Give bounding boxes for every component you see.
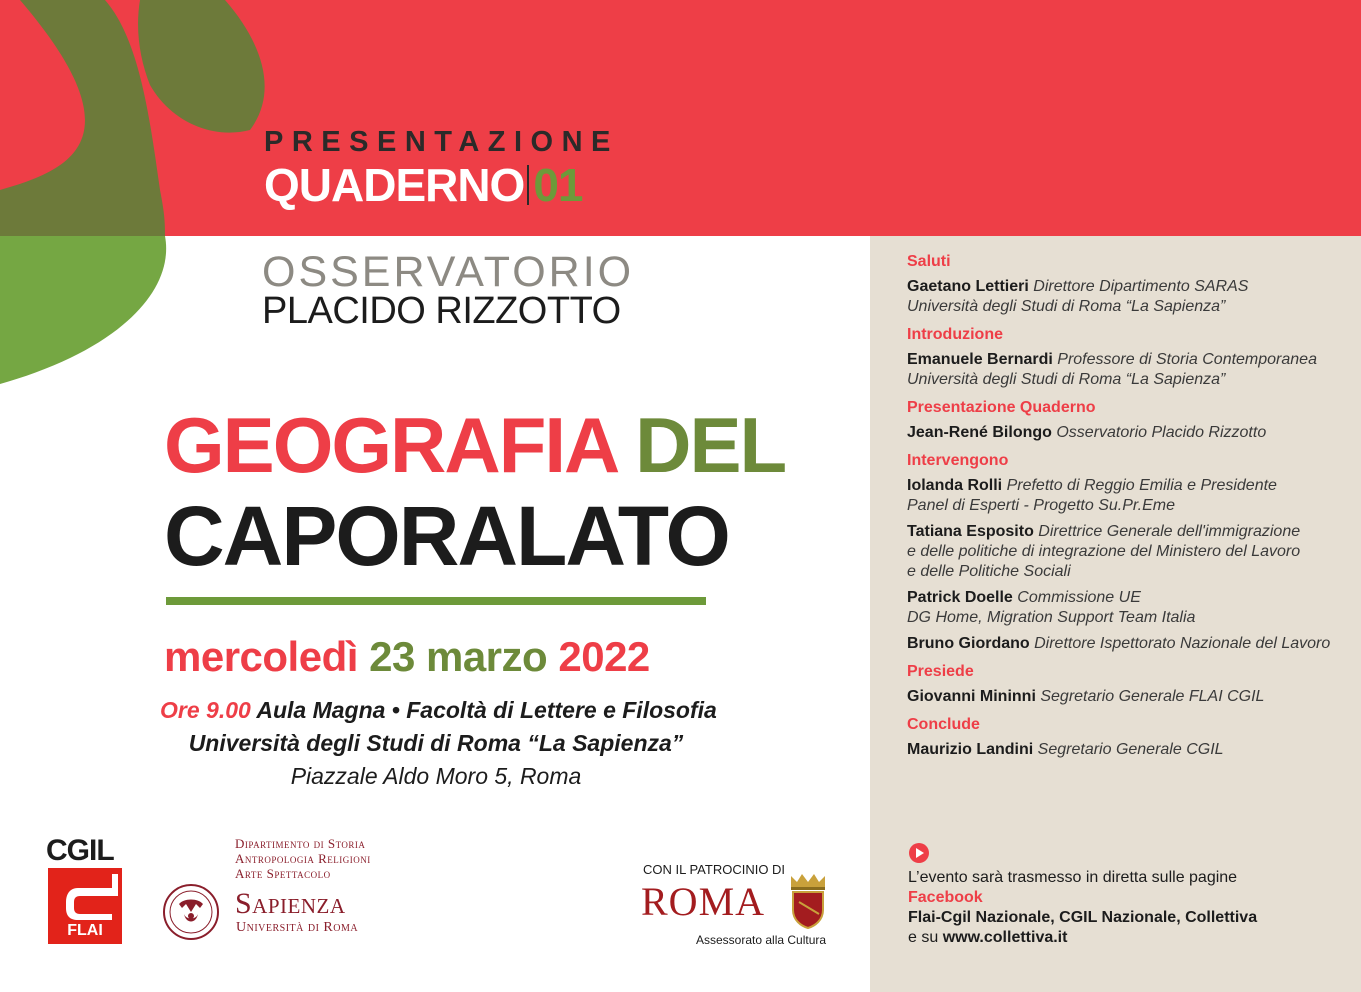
live-and: e su xyxy=(908,929,943,946)
speaker-entry xyxy=(907,687,1347,707)
department-line: Antropologia Religioni xyxy=(235,851,371,866)
speaker-name: Emanuele Bernardi xyxy=(907,351,1053,368)
title-underline xyxy=(166,597,706,605)
speaker-name: Maurizio Landini xyxy=(907,741,1034,758)
live-site-link[interactable]: www.collettiva.it xyxy=(942,929,1068,946)
date-year: 2022 xyxy=(558,633,650,680)
title-word-del: DEL xyxy=(635,401,786,489)
speaker-role: Osservatorio Placido Rizzotto xyxy=(1056,424,1267,441)
speaker-entry xyxy=(907,350,1347,390)
cgil-logo-text: CGIL xyxy=(46,834,114,867)
section-intervengono xyxy=(907,451,1347,654)
main-title-line2: CAPORALATO xyxy=(164,489,729,583)
flai-logo-box xyxy=(48,868,122,944)
observatory-line2: PLACIDO RIZZOTTO xyxy=(262,290,621,332)
assessorato-label: Assessorato alla Cultura xyxy=(696,933,827,947)
event-address: Piazzale Aldo Moro 5, Roma xyxy=(290,763,582,789)
event-venue: Aula Magna • Facoltà di Lettere e Filosofia xyxy=(256,697,717,723)
main-title-line1 xyxy=(164,401,786,489)
quaderno-word: QUADERNO xyxy=(264,159,525,211)
section-title: Intervengono xyxy=(907,452,1009,469)
sapienza-subtitle: Università di Roma xyxy=(236,920,359,935)
cgil-flai-logo xyxy=(46,836,124,946)
speaker-role: Direttrice Generale dell'immigrazione xyxy=(1038,523,1301,540)
speaker-role: Segretario Generale FLAI CGIL xyxy=(1040,688,1265,705)
speaker-entry xyxy=(907,476,1347,516)
roma-shield-icon xyxy=(785,872,831,930)
section-conclude xyxy=(907,715,1347,760)
live-platform[interactable]: Facebook xyxy=(908,889,983,906)
event-date xyxy=(164,633,650,681)
quaderno-title xyxy=(264,158,583,212)
speaker-affiliation: Università degli Studi di Roma “La Sapienza” xyxy=(907,371,1226,388)
speaker-affiliation: e delle Politiche Sociali xyxy=(907,563,1071,580)
speaker-name: Jean-René Bilongo xyxy=(907,424,1052,441)
event-time: Ore 9.00 xyxy=(160,697,251,723)
speaker-entry xyxy=(907,588,1347,628)
speaker-role: Prefetto di Reggio Emilia e Presidente xyxy=(1006,477,1277,494)
live-stream-info xyxy=(908,842,1348,948)
observatory-line1: OSSERVATORIO xyxy=(262,248,635,296)
roma-wordmark: ROMA xyxy=(641,879,766,924)
date-day-month: 23 marzo xyxy=(369,633,548,680)
quaderno-number: 01 xyxy=(533,159,583,211)
department-name xyxy=(235,836,371,881)
patronage-label: CON IL PATROCINIO DI xyxy=(643,862,786,877)
speaker-role: Professore di Storia Contemporanea xyxy=(1057,351,1317,368)
program-list xyxy=(907,252,1347,768)
department-line: Arte Spettacolo xyxy=(235,866,331,881)
event-university: Università degli Studi di Roma “La Sapienza” xyxy=(188,730,684,756)
speaker-entry xyxy=(907,522,1347,582)
section-presentazione xyxy=(907,398,1347,443)
play-icon xyxy=(908,842,930,864)
speaker-role: Direttore Ispettorato Nazionale del Lavoro xyxy=(1034,635,1331,652)
speaker-role: Commissione UE xyxy=(1017,589,1141,606)
section-presiede xyxy=(907,662,1347,707)
live-pages[interactable]: Flai-Cgil Nazionale, CGIL Nazionale, Collettiva xyxy=(908,909,1258,926)
section-title: Conclude xyxy=(907,716,980,733)
section-introduzione xyxy=(907,325,1347,390)
title-word-geografia: GEOGRAFIA xyxy=(164,401,616,489)
speaker-entry xyxy=(907,423,1347,443)
presentation-label: PRESENTAZIONE xyxy=(264,126,619,158)
section-title: Introduzione xyxy=(907,326,1003,343)
speaker-entry xyxy=(907,740,1347,760)
speaker-affiliation: e delle politiche di integrazione del Ministero del Lavoro xyxy=(907,543,1301,560)
speaker-name: Giovanni Mininni xyxy=(907,688,1036,705)
live-site-line xyxy=(908,928,1348,948)
section-title: Presiede xyxy=(907,663,974,680)
speaker-name: Bruno Giordano xyxy=(907,635,1030,652)
flai-logo-text: FLAI xyxy=(67,922,103,939)
speaker-entry xyxy=(907,634,1347,654)
sapienza-seal-icon xyxy=(162,882,220,942)
speaker-name: Gaetano Lettieri xyxy=(907,278,1029,295)
event-time-venue xyxy=(160,697,717,724)
date-weekday: mercoledì xyxy=(164,633,358,680)
live-stream-text: L’evento sarà trasmesso in diretta sulle pagine xyxy=(908,869,1238,886)
speaker-role: Direttore Dipartimento SARAS xyxy=(1033,278,1249,295)
speaker-name: Iolanda Rolli xyxy=(907,477,1003,494)
speaker-role: Segretario Generale CGIL xyxy=(1037,741,1224,758)
speaker-name: Patrick Doelle xyxy=(907,589,1013,606)
speaker-affiliation: DG Home, Migration Support Team Italia xyxy=(907,609,1196,626)
sapienza-wordmark: Sapienza xyxy=(235,887,346,920)
speaker-name: Tatiana Esposito xyxy=(907,523,1034,540)
quaderno-separator xyxy=(527,165,529,205)
speaker-affiliation: Panel di Esperti - Progetto Su.Pr.Eme xyxy=(907,497,1175,514)
speaker-affiliation: Università degli Studi di Roma “La Sapienza” xyxy=(907,298,1226,315)
speaker-entry xyxy=(907,277,1347,317)
section-saluti xyxy=(907,252,1347,317)
department-line: Dipartimento di Storia xyxy=(235,836,366,851)
leaf-decoration xyxy=(0,0,300,390)
section-title: Presentazione Quaderno xyxy=(907,399,1096,416)
section-title: Saluti xyxy=(907,253,951,270)
